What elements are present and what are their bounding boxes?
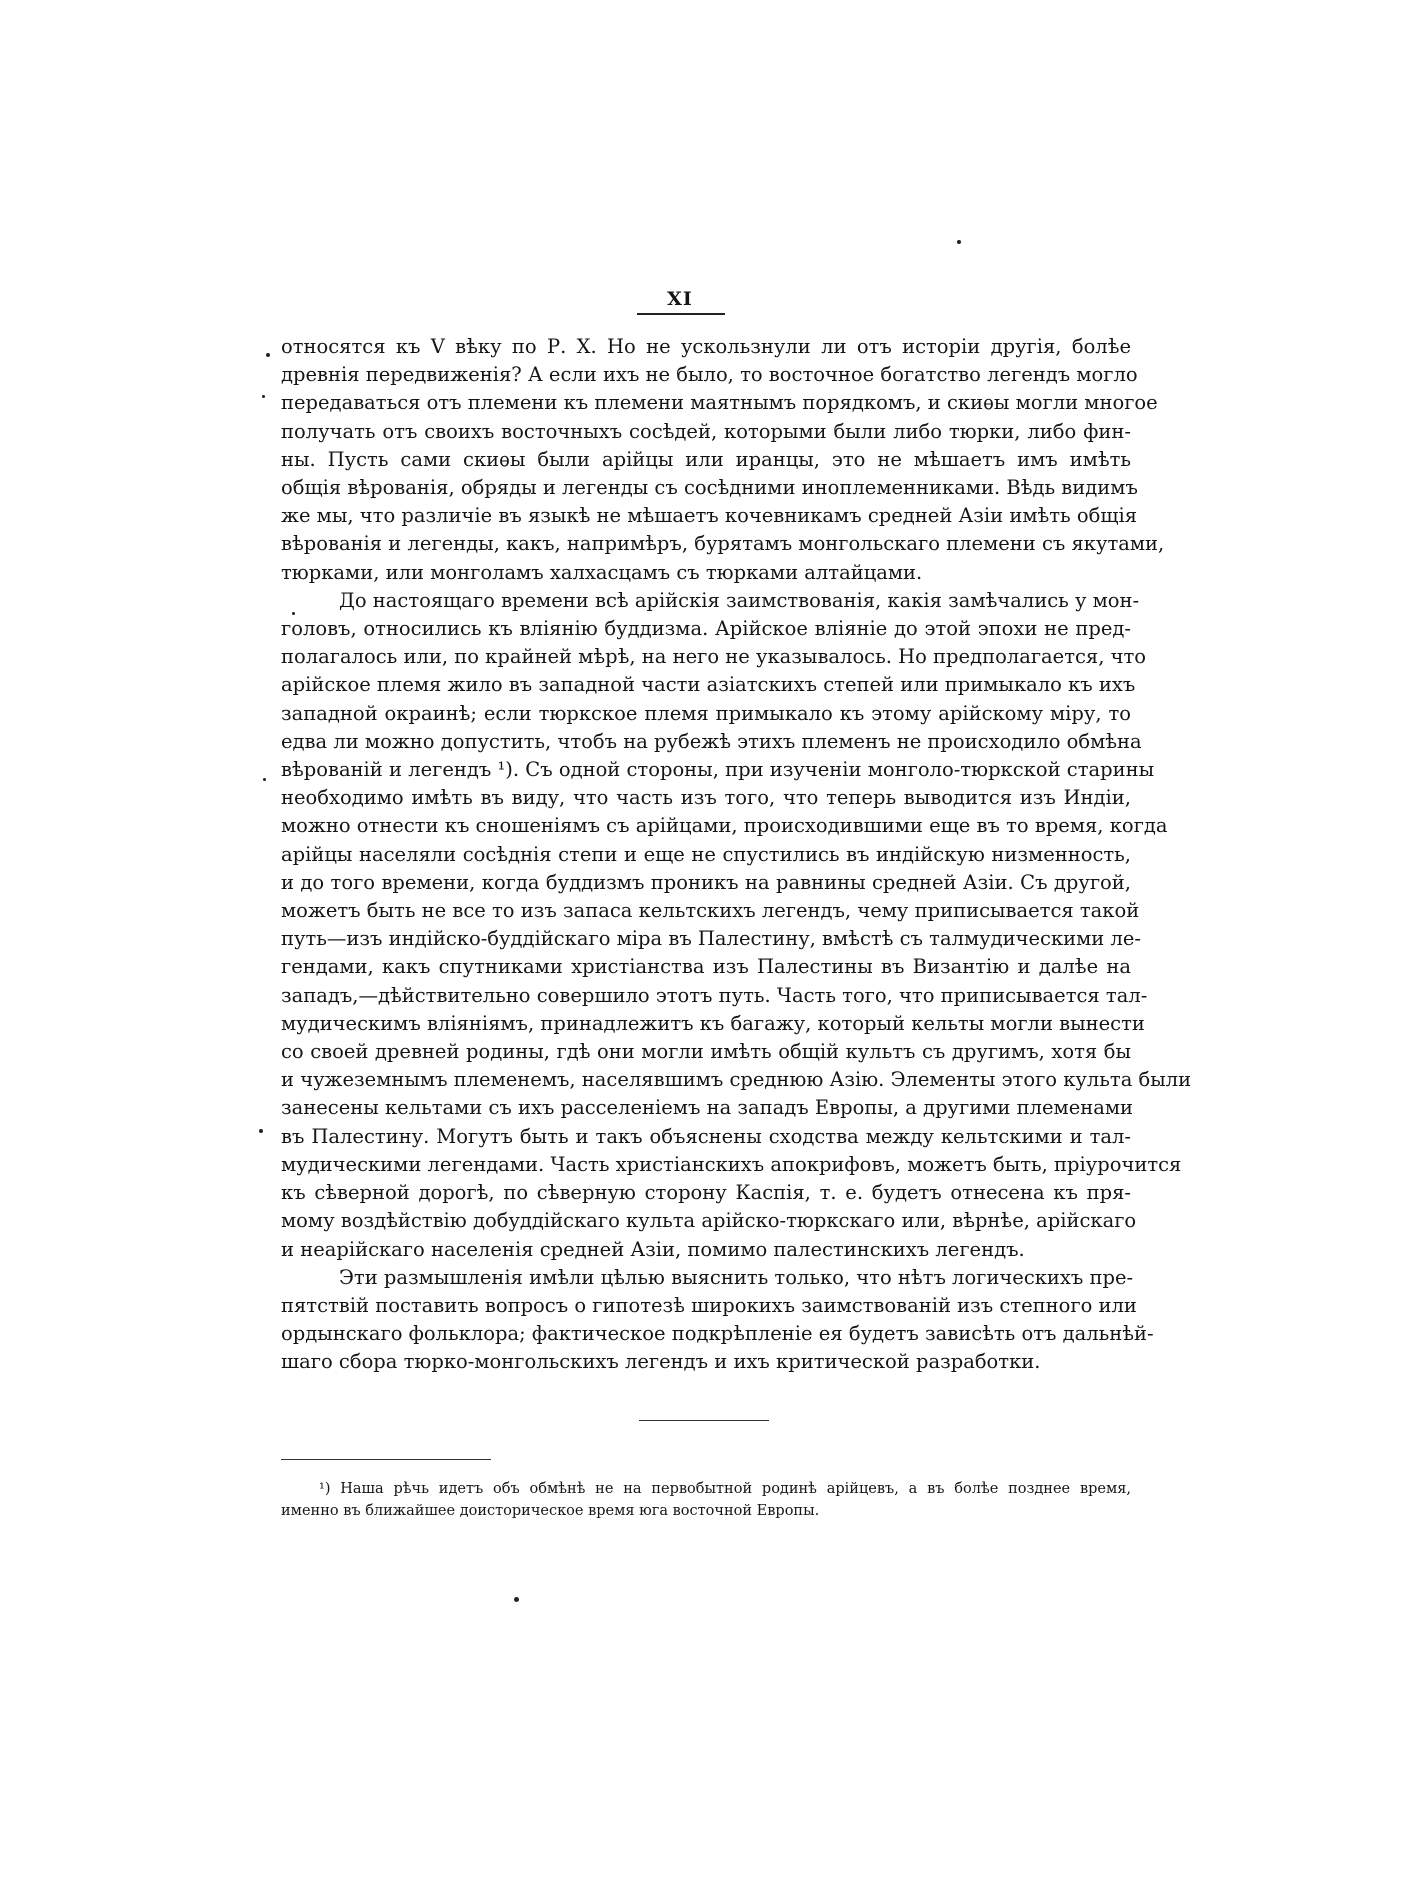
text-line: ордынскаго фольклора; фактическое подкрѣпленіе ея будетъ зависѣть отъ дальнѣй- [281,1322,1154,1346]
text-line: со своей древней родины, гдѣ они могли имѣть общій культъ съ другимъ, хотя бы [281,1040,1131,1064]
scan-speck [266,353,270,357]
text-line: гендами, какъ спутниками христіанства изъ Палестины въ Византію и далѣе на [281,955,1131,979]
scan-speck [262,395,265,398]
scan-speck [514,1597,519,1602]
text-line: необходимо имѣть въ виду, что часть изъ того, что теперь выводится изъ Индіи, [281,786,1131,810]
footnote-line: ¹) Наша рѣчь идетъ объ обмѣнѣ не на первобытной родинѣ арійцевъ, а въ болѣе позднее время, [319,1481,1131,1497]
text-line: вѣрованій и легендъ ¹). Съ одной стороны, при изученіи монголо-тюркской старины [281,758,1155,782]
text-line: въ Палестину. Могутъ быть и такъ объяснены сходства между кельтскими и тал- [281,1124,1131,1148]
text-line: мудическимъ вліяніямъ, принадлежитъ къ багажу, который кельты могли вынести [281,1011,1145,1035]
text-line: западной окраинѣ; если тюркское племя примыкало къ этому арійскому міру, то [281,701,1131,725]
text-line: пятствій поставить вопросъ о гипотезѣ широкихъ заимствованій изъ степного или [281,1293,1137,1317]
scan-speck [957,240,961,244]
text-line: можно отнести къ сношеніямъ съ арійцами, происходившими еще въ то время, когда [281,814,1168,838]
footnote-rule [281,1459,491,1460]
body-text [281,333,1192,1377]
text-line: едва ли можно допустить, чтобъ на рубежѣ этихъ племенъ не происходило обмѣна [281,729,1142,753]
text-line: общія вѣрованія, обряды и легенды съ сосѣдними иноплеменниками. Вѣдь видимъ [281,476,1138,500]
text-line: и до того времени, когда буддизмъ проникъ на равнины средней Азіи. Съ другой, [281,870,1131,894]
text-line: шаго сбора тюрко-монгольскихъ легендъ и ихъ критической разработки. [281,1350,1041,1374]
footnote-line: именно въ ближайшее доисторическое время юга восточной Европы. [281,1503,820,1519]
text-line: Эти размышленія имѣли цѣлью выяснить только, что нѣтъ логическихъ пре- [339,1265,1134,1289]
text-line: До настоящаго времени всѣ арійскія заимствованія, какія замѣчались у мон- [339,588,1140,612]
text-line: путь—изъ индійско-буддійскаго міра въ Палестину, вмѣстѣ съ талмудическими ле- [281,927,1142,951]
text-line: западъ,—дѣйствительно совершило этотъ путь. Часть того, что приписывается тал- [281,983,1148,1007]
text-line: занесены кельтами съ ихъ расселеніемъ на западъ Европы, а другими племенами [281,1096,1134,1120]
text-line: арійцы населяли сосѣднія степи и еще не спустились въ индійскую низменность, [281,842,1131,866]
text-line: мудическими легендами. Часть христіанскихъ апокрифовъ, можетъ быть, пріурочится [281,1152,1182,1176]
text-line: древнія передвиженія? А если ихъ не было, то восточное богатство легендъ могло [281,363,1138,387]
section-end-rule [639,1420,769,1421]
text-line: можетъ быть не все то изъ запаса кельтскихъ легендъ, чему приписывается такой [281,899,1140,923]
text-line: ны. Пусть сами скиѳы были арійцы или иранцы, это не мѣшаетъ имъ имѣть [281,447,1131,471]
text-line: тюрками, или монголамъ халхасцамъ съ тюрками алтайцами. [281,560,923,584]
text-line: получать отъ своихъ восточныхъ сосѣдей, которыми были либо тюрки, либо фин- [281,419,1131,443]
text-line: вѣрованія и легенды, какъ, напримѣръ, бурятамъ монгольскаго племени съ якутами, [281,532,1165,556]
text-line: и чужеземнымъ племенемъ, населявшимъ среднюю Азію. Элементы этого культа были [281,1068,1192,1092]
text-line: полагалось или, по крайней мѣрѣ, на него не указывалось. Но предполагается, что [281,645,1147,669]
text-line: же мы, что различіе въ языкѣ не мѣшаетъ кочевникамъ средней Азіи имѣть общія [281,504,1138,528]
paragraph-2 [281,587,1192,1264]
text-line: къ сѣверной дорогѣ, по сѣверную сторону Каспія, т. е. будетъ отнесена къ пря- [281,1181,1131,1205]
page-number: XI [667,288,693,310]
text-line: мому воздѣйствію добуддійскаго культа арійско-тюркскаго или, вѣрнѣе, арійскаго [281,1209,1137,1233]
text-line: передаваться отъ племени къ племени маятнымъ порядкомъ, и скиѳы могли многое [281,391,1158,415]
text-line: и неарійскаго населенія средней Азіи, помимо палестинскихъ легендъ. [281,1237,1025,1261]
text-line: арійское племя жило въ западной части азіатскихъ степей или примыкало къ ихъ [281,673,1136,697]
scan-speck [263,778,266,781]
scan-speck [259,1129,263,1133]
scan-speck [292,612,295,615]
text-line: относятся къ V вѣку по Р. Х. Но не ускользнули ли отъ исторіи другія, болѣе [281,335,1131,358]
header-rule [637,313,725,315]
text-line: головъ, относились къ вліянію буддизма. Арійское вліяніе до этой эпохи не пред- [281,617,1131,641]
paragraph-1 [281,333,1165,587]
footnote [281,1478,1131,1522]
paragraph-3 [281,1264,1154,1377]
